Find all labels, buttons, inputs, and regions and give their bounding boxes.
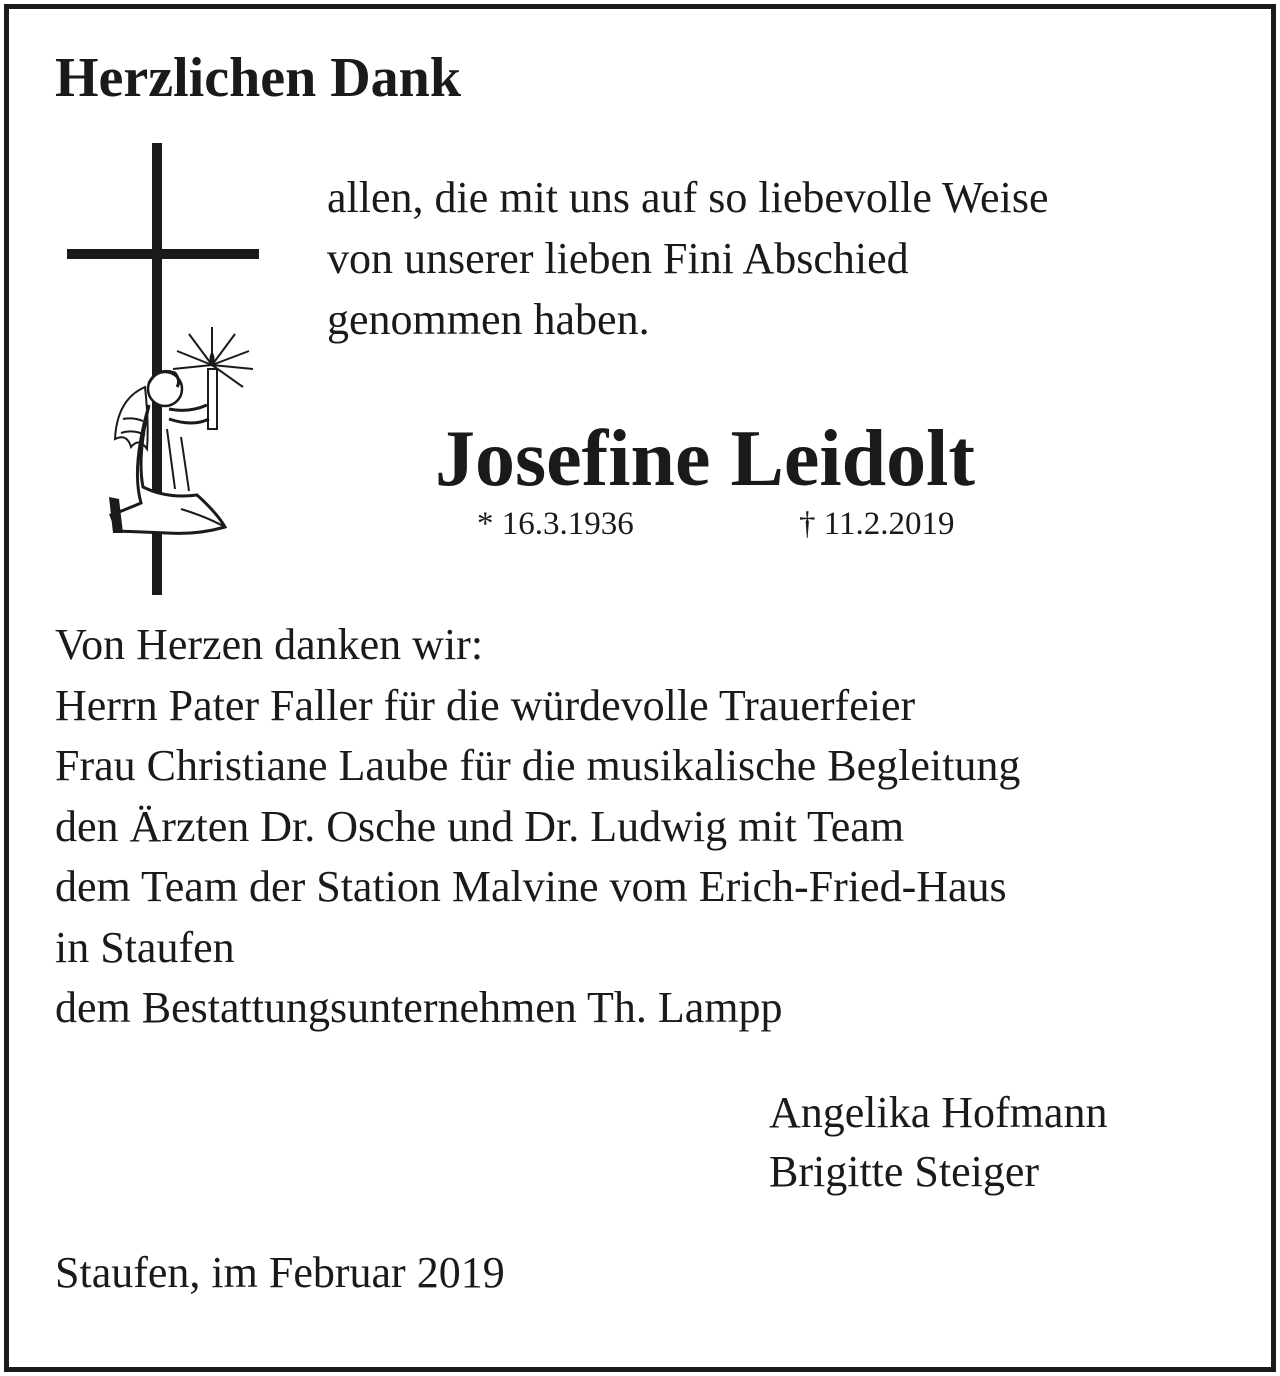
signatory-name: Angelika Hofmann bbox=[769, 1088, 1108, 1137]
place-and-date: Staufen, im Februar 2019 bbox=[55, 1248, 505, 1297]
intro-line: allen, die mit uns auf so liebevolle Weise bbox=[327, 173, 1049, 222]
intro-text bbox=[327, 167, 1048, 350]
intro-line: von unserer lieben Fini Abschied bbox=[327, 234, 909, 283]
signatories bbox=[769, 1083, 1107, 1201]
birth-date: * 16.3.1936 bbox=[477, 506, 634, 542]
thanks-line: Herrn Pater Faller für die würdevolle Trauerfeier bbox=[55, 680, 916, 730]
thanks-line: in Staufen bbox=[55, 922, 235, 972]
thanks-list bbox=[55, 615, 1020, 1039]
death-date: † 11.2.2019 bbox=[799, 506, 955, 542]
thanks-line: dem Bestattungsunternehmen Th. Lampp bbox=[55, 983, 783, 1032]
thanks-line: den Ärzten Dr. Osche und Dr. Ludwig mit Team bbox=[55, 801, 905, 851]
intro-line: genommen haben. bbox=[327, 295, 650, 344]
heading: Herzlichen Dank bbox=[55, 47, 461, 109]
obituary-card bbox=[4, 4, 1276, 1372]
thanks-line: Frau Christiane Laube für die musikalische Begleitung bbox=[55, 741, 1021, 790]
thanks-line: dem Team der Station Malvine vom Erich-Fried-Haus bbox=[55, 862, 1007, 911]
cross-with-kneeling-angel-icon bbox=[57, 137, 267, 601]
deceased-name: Josefine Leidolt bbox=[435, 415, 975, 503]
signatory-name: Brigitte Steiger bbox=[769, 1147, 1040, 1196]
thanks-line: Von Herzen danken wir: bbox=[55, 620, 484, 669]
